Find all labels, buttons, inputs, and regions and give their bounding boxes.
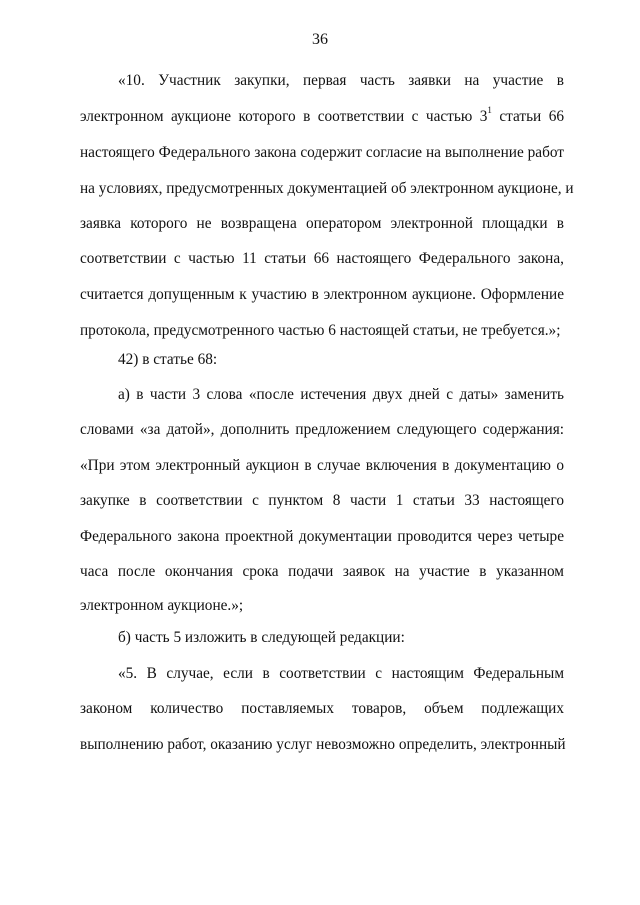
text-line: «При этом электронный аукцион в случае включения в документацию о bbox=[80, 457, 564, 474]
text-line: 42) в статье 68: bbox=[118, 351, 218, 368]
text-line: соответствии с частью 11 статьи 66 настоящего Федерального закона, bbox=[80, 250, 564, 267]
text-line: выполнению работ, оказанию услуг невозможно определить, электронный bbox=[80, 736, 566, 753]
text-line: «5. В случае, если в соответствии с настоящим Федеральным bbox=[118, 665, 564, 682]
text-line: настоящего Федерального закона содержит согласие на выполнение работ bbox=[80, 144, 564, 161]
superscript: 1 bbox=[487, 105, 492, 115]
text-line: Федерального закона проектной документации проводится через четыре bbox=[80, 528, 564, 545]
text-line: законом количество поставляемых товаров, объем подлежащих bbox=[80, 700, 564, 717]
text-line: на условиях, предусмотренных документацией об электронном аукционе, и bbox=[80, 180, 574, 197]
text-line: «10. Участник закупки, первая часть заявки на участие в bbox=[118, 72, 564, 89]
text-line: словами «за датой», дополнить предложением следующего содержания: bbox=[80, 421, 564, 438]
text-line: часа после окончания срока подачи заявок на участие в указанном bbox=[80, 563, 564, 580]
text-segment: электронном аукционе которого в соответствии с частью 3 bbox=[80, 108, 488, 125]
text-line: считается допущенным к участию в электронном аукционе. Оформление bbox=[80, 286, 564, 303]
text-line: а) в части 3 слова «после истечения двух дней с даты» заменить bbox=[118, 386, 564, 403]
text-line: электронном аукционе.»; bbox=[80, 597, 244, 614]
text-line: закупке в соответствии с пунктом 8 части 1 статьи 33 настоящего bbox=[80, 492, 564, 509]
text-line bbox=[80, 107, 564, 127]
page-number: 36 bbox=[312, 31, 328, 48]
text-line: протокола, предусмотренного частью 6 настоящей статьи, не требуется.»; bbox=[80, 322, 561, 339]
text-line: б) часть 5 изложить в следующей редакции: bbox=[118, 629, 405, 646]
text-segment: статьи 66 bbox=[491, 108, 564, 125]
text-line: заявка которого не возвращена оператором электронной площадки в bbox=[80, 215, 564, 232]
